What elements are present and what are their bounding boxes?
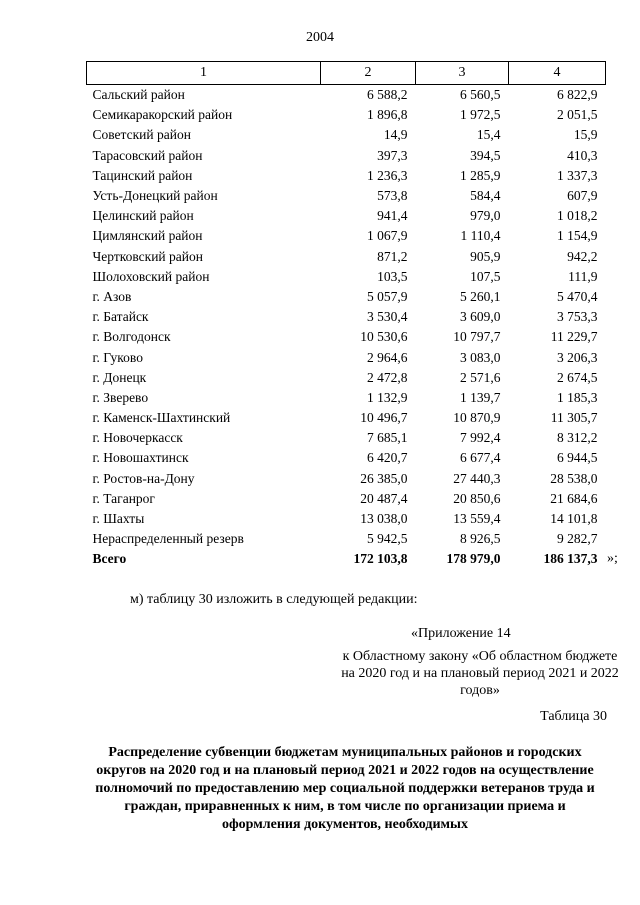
district-name-cell: Чертковский район [92, 248, 203, 264]
table-row [87, 489, 606, 509]
table-row [87, 307, 606, 327]
value-2022-cell: 111,9 [568, 268, 598, 284]
district-name-cell: г. Каменск-Шахтинский [92, 410, 231, 426]
value-2020-cell: 10 530,6 [360, 329, 408, 345]
table-row [87, 85, 606, 106]
budget-table [86, 61, 606, 570]
value-2022-cell: 5 470,4 [557, 288, 598, 304]
column-header: 4 [509, 62, 606, 85]
table-row [87, 186, 606, 206]
value-2022-cell: 1 337,3 [557, 167, 598, 183]
table-row [87, 347, 606, 367]
value-2021-cell: 1 110,4 [460, 228, 501, 244]
value-2020-cell: 1 067,9 [367, 228, 408, 244]
value-2021-cell: 13 559,4 [453, 511, 501, 527]
value-2021-cell: 107,5 [470, 268, 501, 284]
district-name-cell: г. Гуково [92, 349, 143, 365]
value-2020-cell: 1 896,8 [367, 107, 408, 123]
value-2022-cell: 942,2 [567, 248, 598, 264]
value-2021-cell: 8 926,5 [460, 531, 501, 547]
closing-quote: »; [607, 551, 618, 566]
table-row [87, 247, 606, 267]
column-header: 2 [321, 62, 416, 85]
value-2022-cell: 1 185,3 [557, 389, 598, 405]
district-name-cell: Цимлянский район [92, 228, 203, 244]
value-2022-cell: 28 538,0 [550, 470, 598, 486]
page-number: 2004 [306, 30, 334, 45]
value-2020-cell: 7 685,1 [367, 430, 408, 446]
district-name-cell: г. Новочеркасск [92, 430, 183, 446]
value-2021-cell: 394,5 [470, 147, 501, 163]
value-2020-cell: 397,3 [377, 147, 408, 163]
value-2021-cell: 2 571,6 [460, 369, 501, 385]
value-2020-cell: 26 385,0 [360, 470, 408, 486]
value-2022-cell: 14 101,8 [550, 511, 598, 527]
value-2021-cell: 178 979,0 [446, 551, 501, 567]
value-2020-cell: 13 038,0 [360, 511, 408, 527]
district-name-cell: г. Азов [92, 288, 132, 304]
table-row [87, 166, 606, 186]
appendix-reference: к Областному закону «Об областном бюджете на 2020 год и на плановый период 2021 и 2022 годов» [341, 649, 619, 698]
district-name-cell: г. Донецк [92, 369, 147, 385]
value-2021-cell: 6 560,5 [460, 87, 501, 103]
value-2021-cell: 15,4 [476, 127, 501, 143]
total-row [87, 549, 606, 569]
district-name-cell: Семикаракорский район [92, 107, 233, 123]
value-2021-cell: 5 260,1 [460, 288, 501, 304]
value-2020-cell: 172 103,8 [353, 551, 408, 567]
value-2020-cell: 6 420,7 [367, 450, 408, 466]
value-2022-cell: 11 305,7 [550, 410, 598, 426]
value-2022-cell: 3 206,3 [557, 349, 598, 365]
value-2022-cell: 607,9 [567, 188, 598, 204]
district-name-cell: Тарасовский район [92, 147, 203, 163]
instruction-text: м) таблицу 30 изложить в следующей редакции: [130, 592, 418, 607]
value-2020-cell: 2 472,8 [367, 369, 408, 385]
district-name-cell: г. Шахты [92, 511, 145, 527]
district-name-cell: Сальский район [92, 87, 185, 103]
district-name-cell: г. Зверево [92, 389, 149, 405]
table-header [87, 62, 606, 85]
table-row [87, 428, 606, 448]
value-2020-cell: 6 588,2 [367, 87, 408, 103]
table-row [87, 146, 606, 166]
table-row [87, 509, 606, 529]
value-2021-cell: 6 677,4 [460, 450, 501, 466]
value-2020-cell: 1 236,3 [367, 167, 408, 183]
table-label: Таблица 30 [540, 709, 607, 724]
value-2021-cell: 1 285,9 [460, 167, 501, 183]
district-name-cell: Шолоховский район [92, 268, 210, 284]
value-2022-cell: 410,3 [567, 147, 598, 163]
table-row [87, 469, 606, 489]
value-2022-cell: 21 684,6 [550, 490, 598, 506]
table-row [87, 327, 606, 347]
value-2021-cell: 10 870,9 [453, 410, 501, 426]
value-2020-cell: 941,4 [377, 208, 408, 224]
district-name-cell: Тацинский район [92, 167, 193, 183]
value-2021-cell: 3 083,0 [460, 349, 501, 365]
table-row [87, 125, 606, 145]
value-2022-cell: 6 822,9 [557, 87, 598, 103]
value-2021-cell: 1 139,7 [460, 389, 501, 405]
value-2020-cell: 5 942,5 [367, 531, 408, 547]
value-2020-cell: 10 496,7 [360, 410, 408, 426]
value-2020-cell: 1 132,9 [367, 389, 408, 405]
table-row [87, 206, 606, 226]
value-2020-cell: 20 487,4 [360, 490, 408, 506]
value-2020-cell: 573,8 [377, 188, 408, 204]
value-2021-cell: 10 797,7 [453, 329, 501, 345]
value-2021-cell: 584,4 [470, 188, 501, 204]
district-name-cell: Усть-Донецкий район [92, 188, 218, 204]
district-name-cell: г. Ростов-на-Дону [92, 470, 195, 486]
value-2021-cell: 20 850,6 [453, 490, 501, 506]
table-row [87, 388, 606, 408]
district-name-cell: г. Волгодонск [92, 329, 171, 345]
district-name-cell: г. Новошахтинск [92, 450, 189, 466]
table-row [87, 287, 606, 307]
value-2021-cell: 7 992,4 [460, 430, 501, 446]
value-2022-cell: 6 944,5 [557, 450, 598, 466]
column-header: 3 [416, 62, 509, 85]
district-name-cell: Нераспределенный резерв [92, 531, 244, 547]
table-row [87, 448, 606, 468]
value-2020-cell: 2 964,6 [367, 349, 408, 365]
value-2020-cell: 871,2 [377, 248, 408, 264]
table-row [87, 226, 606, 246]
value-2022-cell: 1 018,2 [557, 208, 598, 224]
value-2022-cell: 2 051,5 [557, 107, 598, 123]
value-2022-cell: 186 137,3 [543, 551, 598, 567]
value-2021-cell: 979,0 [470, 208, 501, 224]
value-2021-cell: 27 440,3 [453, 470, 501, 486]
column-header: 1 [87, 62, 321, 85]
table-body [87, 85, 606, 570]
value-2022-cell: 8 312,2 [557, 430, 598, 446]
value-2021-cell: 3 609,0 [460, 309, 501, 325]
table-row [87, 408, 606, 428]
value-2022-cell: 11 229,7 [550, 329, 598, 345]
district-name-cell: Советский район [92, 127, 191, 143]
appendix-title: «Приложение 14 [411, 626, 511, 641]
table-row [87, 105, 606, 125]
value-2020-cell: 3 530,4 [367, 309, 408, 325]
district-name-cell: Всего [92, 551, 127, 567]
table-row [87, 529, 606, 549]
value-2022-cell: 9 282,7 [557, 531, 598, 547]
value-2022-cell: 3 753,3 [557, 309, 598, 325]
value-2022-cell: 2 674,5 [557, 369, 598, 385]
value-2022-cell: 15,9 [573, 127, 598, 143]
table-row [87, 368, 606, 388]
value-2020-cell: 103,5 [377, 268, 408, 284]
district-name-cell: Целинский район [92, 208, 194, 224]
district-name-cell: г. Батайск [92, 309, 149, 325]
value-2021-cell: 1 972,5 [460, 107, 501, 123]
value-2022-cell: 1 154,9 [557, 228, 598, 244]
value-2020-cell: 14,9 [383, 127, 408, 143]
table-row [87, 267, 606, 287]
document-heading: Распределение субвенции бюджетам муниципальных районов и городских округов на 2020 год и на плановый период 2021 и 2022 годов на осуществление полномочий по предоставлению мер социальной поддержки ветеранов труда и граждан, приравненных к ним, в том числе по организации приема и оформления документов, необходимых [95, 745, 595, 832]
value-2020-cell: 5 057,9 [367, 288, 408, 304]
district-name-cell: г. Таганрог [92, 490, 155, 506]
value-2021-cell: 905,9 [470, 248, 501, 264]
